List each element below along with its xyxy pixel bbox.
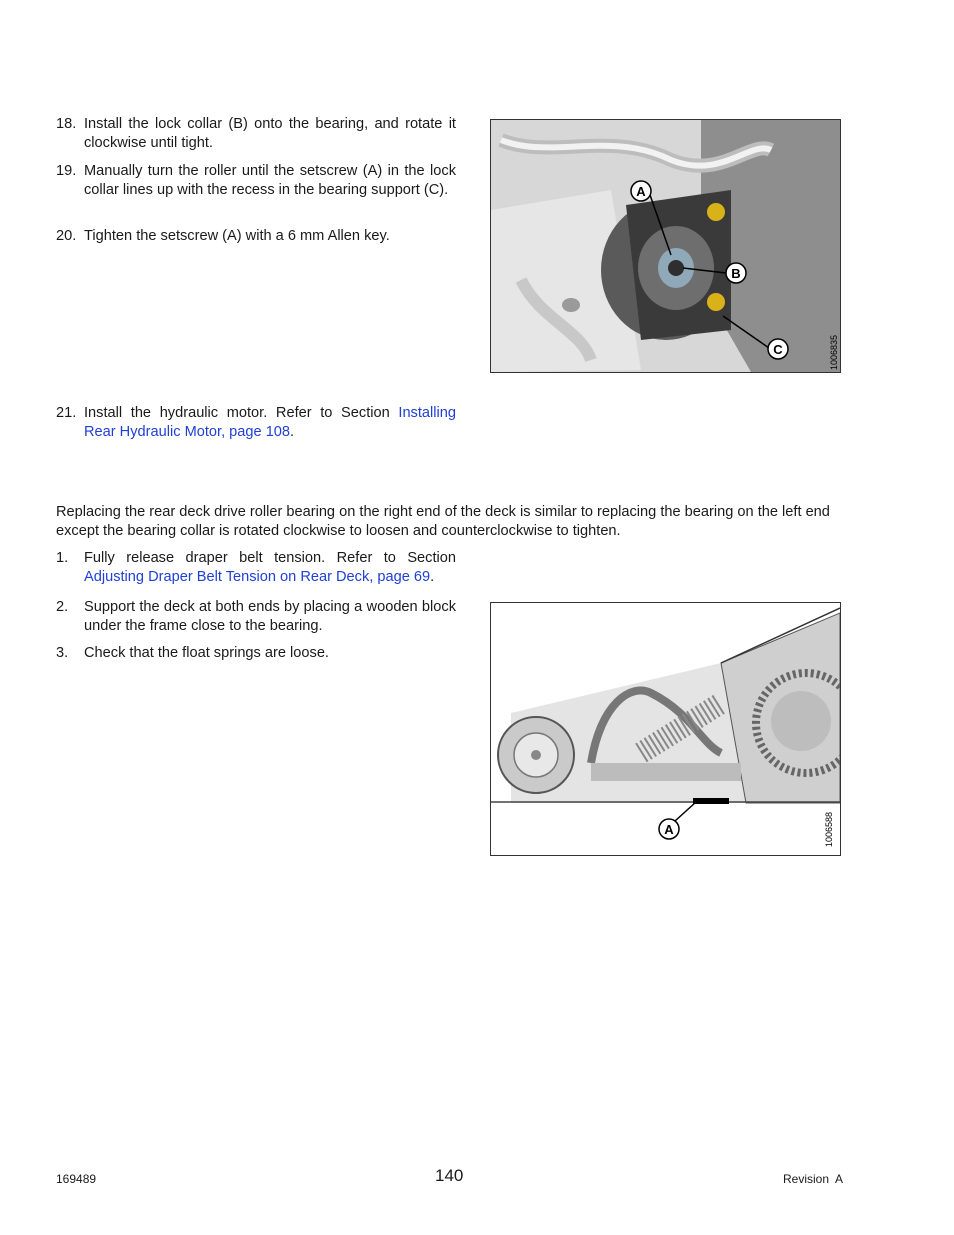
step-text: Check that the float springs are loose. xyxy=(84,645,329,661)
step-text: Manually turn the roller until the setscrew (A) in the lock collar lines up with the recess in the bearing support (C). xyxy=(84,163,456,198)
step-number: 21. xyxy=(56,405,77,421)
callout-b xyxy=(726,263,746,283)
callout-layer xyxy=(491,603,840,855)
step-text: Install the lock collar (B) onto the bearing, and rotate it clockwise until tight. xyxy=(84,116,456,151)
step-21 xyxy=(56,404,456,441)
link-adjusting-draper-belt-tension[interactable]: Adjusting Draper Belt Tension on Rear Deck, page 69 xyxy=(84,568,431,585)
callout-layer xyxy=(491,120,840,372)
step-number: 20. xyxy=(56,228,77,244)
figure-bearing-lock-collar xyxy=(490,119,841,373)
doc-number: 169489 xyxy=(56,1172,97,1186)
step-1 xyxy=(56,549,456,586)
svg-text:B: B xyxy=(731,266,741,281)
link-installing-rear-hydraulic-motor[interactable]: Installing Rear Hydraulic Motor, page 108 xyxy=(84,405,456,440)
svg-text:A: A xyxy=(636,184,646,199)
step-number: 18. xyxy=(56,116,77,132)
step-number: 1. xyxy=(56,550,69,566)
step-20 xyxy=(56,227,456,246)
figure-id-label: 1006835 xyxy=(829,334,839,370)
step-18 xyxy=(56,115,456,152)
revision-label: Revision A xyxy=(783,1172,844,1186)
page-number: 140 xyxy=(435,1166,464,1185)
step-number: 2. xyxy=(56,599,69,615)
step-2 xyxy=(56,598,456,635)
svg-text:A: A xyxy=(664,822,674,837)
callout-c xyxy=(768,339,788,359)
step-19 xyxy=(56,162,456,199)
step-number: 3. xyxy=(56,645,69,661)
callout-a xyxy=(631,181,651,201)
callout-a xyxy=(659,819,679,839)
step-text: Install the hydraulic motor. Refer to Section Installing Rear Hydraulic Motor, page 108. xyxy=(84,405,456,440)
step-number: 19. xyxy=(56,163,77,179)
figure-id-label: 1006588 xyxy=(824,811,834,847)
step-3 xyxy=(56,644,456,663)
svg-text:C: C xyxy=(773,342,783,357)
step-text: Fully release draper belt tension. Refer to Section Adjusting Draper Belt Tension on Rear Deck, page 69. xyxy=(84,550,456,585)
figure-deck-support xyxy=(490,602,841,856)
intro-paragraph: Replacing the rear deck drive roller bearing on the right end of the deck is similar to replacing the bearing on the left end except the bearing collar is rotated clockwise to loosen and counterclockwise to tighten. xyxy=(56,504,830,539)
step-text: Support the deck at both ends by placing a wooden block under the frame close to the bearing. xyxy=(84,599,456,634)
step-text: Tighten the setscrew (A) with a 6 mm Allen key. xyxy=(84,228,390,244)
